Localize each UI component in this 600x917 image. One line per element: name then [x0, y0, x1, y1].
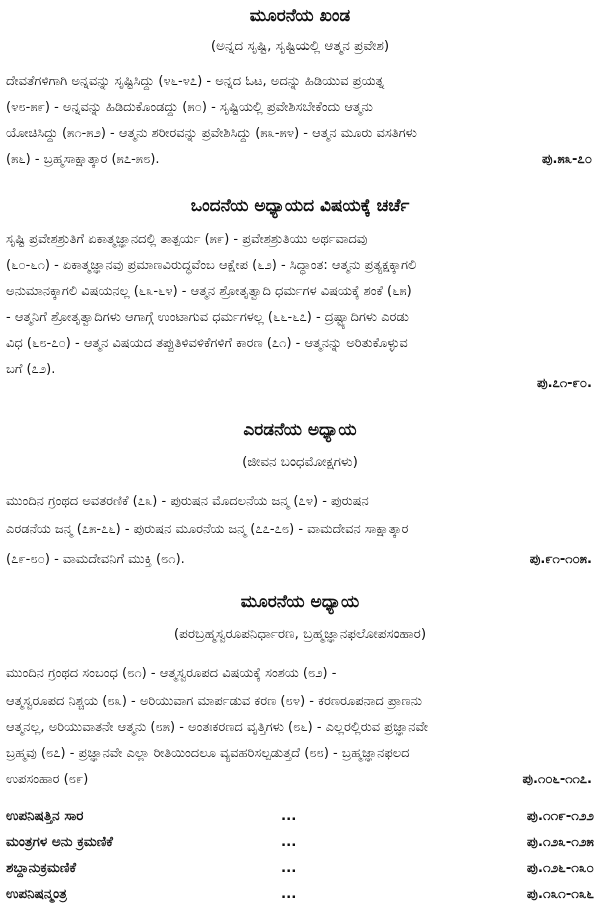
- text-line: ಮುಂದಿನ ಗ್ರಂಥದ ಸಂಬಂಧ (೮೧) - ಆತ್ಮಸ್ವರೂಪದ ವಿಷಯಕ್ಕೆ ಸಂಶಯ (೮೨) -: [6, 666, 337, 681]
- toc-label: ಉಪನಿಷತ್ತಿನ ಸಾರ: [6, 808, 84, 824]
- toc-page-reference: ಪು.೧೨೬-೧೩೦: [526, 860, 594, 876]
- section-heading-first-chapter-discussion: ಒಂದನೆಯ ಅಧ್ಯಾಯದ ವಿಷಯಕ್ಕೆ ಚರ್ಚೆ: [190, 196, 410, 216]
- toc-row-upanishad-summary: [6, 808, 594, 830]
- text-line: ಮುಂದಿನ ಗ್ರಂಥದ ಅವತರಣಿಕೆ (೭೩) - ಪುರುಷನ ಮೊದಲನೆಯ ಜನ್ಮ (೭೪) - ಪುರುಷನ: [6, 494, 369, 509]
- toc-page-reference: ಪು.೧೩೧-೧೩೬: [526, 886, 594, 902]
- section-heading-second-chapter: ಎರಡನೆಯ ಅಧ್ಯಾಯ: [243, 420, 357, 440]
- toc-page-reference: ಪು.೧೧೯-೧೨೨: [526, 808, 594, 824]
- toc-leader-dots: ...: [281, 860, 297, 876]
- page-reference: ಪು.೯೧-೧೦೫.: [529, 552, 592, 567]
- toc-row-mantra-index: [6, 834, 594, 856]
- text-line: ಉಪಸಂಹಾರ (೮೯): [6, 772, 89, 787]
- text-line: ಆತ್ಮನಲ್ಲ, ಅರಿಯುವಾತನೇ ಆತ್ಮನು (೮೫) - ಅಂತಃಕರಣದ ವೃತ್ತಿಗಳು (೮೬) - ಎಲ್ಲರಲ್ಲಿರುವ ಪ್ರಜ್ಞಾನವೇ: [6, 720, 429, 735]
- page-reference: ಪು.೧೦೬-೧೧೭.: [522, 772, 592, 787]
- toc-leader-dots: ...: [281, 886, 297, 902]
- text-line: ವಿಧ (೬೮-೭೦) - ಆತ್ಮನ ವಿಷಯದ ತಪ್ಪುತಿಳಿವಳಿಕೆಗಳಿಗೆ ಕಾರಣ (೭೧) - ಆತ್ಮನನ್ನು ಅರಿತುಕೊಳ್ಳುವ: [6, 336, 408, 351]
- toc-label: ಉಪನಿಷನ್ಮಂತ್ರ: [6, 886, 67, 902]
- text-line: ಯೋಚಿಸಿದ್ದು (೫೧-೫೨) - ಆತ್ಮನು ಶರೀರವನ್ನು ಪ್ರವೇಶಿಸಿದ್ದು (೫೩-೫೪) - ಆತ್ಮನ ಮೂರು ವಸತಿಗಳು: [6, 126, 417, 141]
- text-line: ಅನುಮಾನಕ್ಕಾಗಲಿ ವಿಷಯನಲ್ಲ (೬೩-೬೪) - ಆತ್ಮನ ಶ್ರೋತೃತ್ವಾದಿ ಧರ್ಮಗಳ ವಿಷಯಕ್ಕೆ ಶಂಕೆ (೬೫): [6, 284, 412, 299]
- text-line: ಆತ್ಮಸ್ವರೂಪದ ನಿಶ್ಚಯ (೮೩) - ಅರಿಯುವಾಗ ಮಾರ್ಪಡುವ ಕರಣ (೮೪) - ಕರಣರೂಪನಾದ ಪ್ರಾಣನು: [6, 694, 422, 709]
- section-subtitle-second-chapter: (ಜೀವನ ಬಂಧಮೋಕ್ಷಗಳು): [242, 454, 358, 470]
- text-line: ಬಗೆ (೭೨).: [6, 362, 56, 377]
- toc-row-upanishad-mantra: [6, 886, 594, 908]
- section-subtitle-third-chapter: (ಪರಬ್ರಹ್ಮಸ್ವರೂಪನಿರ್ಧಾರಣ, ಬ್ರಹ್ಮಜ್ಞಾನಫಲೋಪಸಂಹಾರ): [173, 626, 427, 642]
- toc-leader-dots: ...: [281, 834, 297, 850]
- page-reference: ಪು.೭೧-೯೦.: [537, 376, 592, 391]
- text-line: (೭೯-೮೦) - ವಾಮದೇವನಿಗೆ ಮುಕ್ತಿ (೮೧).: [6, 552, 185, 567]
- toc-label: ಶಬ್ದಾನುಕ್ರಮಣಿಕೆ: [6, 860, 77, 876]
- toc-label: ಮಂತ್ರಗಳ ಅನು ಕ್ರಮಣಿಕೆ: [6, 834, 113, 850]
- toc-row-word-index: [6, 860, 594, 882]
- text-line: (೬೦-೬೧) - ಏಕಾತ್ಮಜ್ಞಾನವು ಪ್ರಮಾಣವಿರುದ್ಧವೆಂಬ ಆಕ್ಷೇಪ (೬೨) - ಸಿದ್ಧಾಂತ: ಆತ್ಮನು ಪ್ರತ್ಯಕ್ಷಕ್ಕಾಗಲಿ: [6, 258, 417, 273]
- text-line: ದೇವತೆಗಳಿಗಾಗಿ ಅನ್ನವನ್ನು ಸೃಷ್ಟಿಸಿದ್ದು (೪೬-೪೭) - ಅನ್ನದ ಓಟ, ಅದನ್ನು ಹಿಡಿಯುವ ಪ್ರಯತ್ನ: [6, 74, 385, 89]
- text-line: - ಆತ್ಮನಿಗೆ ಶ್ರೋತೃತ್ವಾದಿಗಳು ಆಗಾಗ್ಗೆ ಉಂಟಾಗುವ ಧರ್ಮಗಳಲ್ಲ (೬೬-೬೭) - ದ್ರಷ್ಟ್ಯಾದಿಗಳು ಎರಡು: [6, 310, 409, 325]
- section-heading-third-chapter: ಮೂರನೆಯ ಅಧ್ಯಾಯ: [240, 592, 360, 612]
- page-reference: ಪು.೫೩-೭೦: [541, 152, 592, 167]
- text-line: ಸೃಷ್ಟಿ ಪ್ರವೇಶಶ್ರುತಿಗೆ ಏಕಾತ್ಮಜ್ಞಾನದಲ್ಲಿ ತಾತ್ಪರ್ಯ (೫೯) - ಪ್ರವೇಶಶ್ರುತಿಯು ಅರ್ಥವಾದವು: [6, 232, 368, 247]
- text-line: (೫೬) - ಬ್ರಹ್ಮಸಾಕ್ಷಾತ್ಕಾರ (೫೭-೫೮).: [6, 152, 160, 167]
- toc-page-reference: ಪು.೧೨೩-೧೨೫: [526, 834, 594, 850]
- text-line: (೪೮-೫೯) - ಅನ್ನವನ್ನು ಹಿಡಿದುಕೊಂಡದ್ದು (೫೦) - ಸೃಷ್ಟಿಯಲ್ಲಿ ಪ್ರವೇಶಿಸಬೇಕೆಂದು ಆತ್ಮನು: [6, 100, 373, 115]
- section-subtitle-third-khanda: (ಅನ್ನದ ಸೃಷ್ಟಿ, ಸೃಷ್ಟಿಯಲ್ಲಿ ಆತ್ಮನ ಪ್ರವೇಶ): [210, 38, 390, 54]
- text-line: ಬ್ರಹ್ಮವು (೮೭) - ಪ್ರಜ್ಞಾನವೇ ಎಲ್ಲಾ ರೀತಿಯಿಂದಲೂ ವ್ಯವಹರಿಸಲ್ಪಡುತ್ತದೆ (೮೮) - ಬ್ರಹ್ಮಜ್ಞಾನಫಲದ: [6, 746, 410, 761]
- toc-leader-dots: ...: [281, 808, 297, 824]
- section-heading-third-khanda: ಮೂರನೆಯ ಖಂಡ: [249, 6, 351, 26]
- text-line: ಎರಡನೆಯ ಜನ್ಮ (೭೫-೭೬) - ಪುರುಷನ ಮೂರನೆಯ ಜನ್ಮ (೭೭-೭೮) - ವಾಮದೇವನ ಸಾಕ್ಷಾತ್ಕಾರ: [6, 522, 409, 537]
